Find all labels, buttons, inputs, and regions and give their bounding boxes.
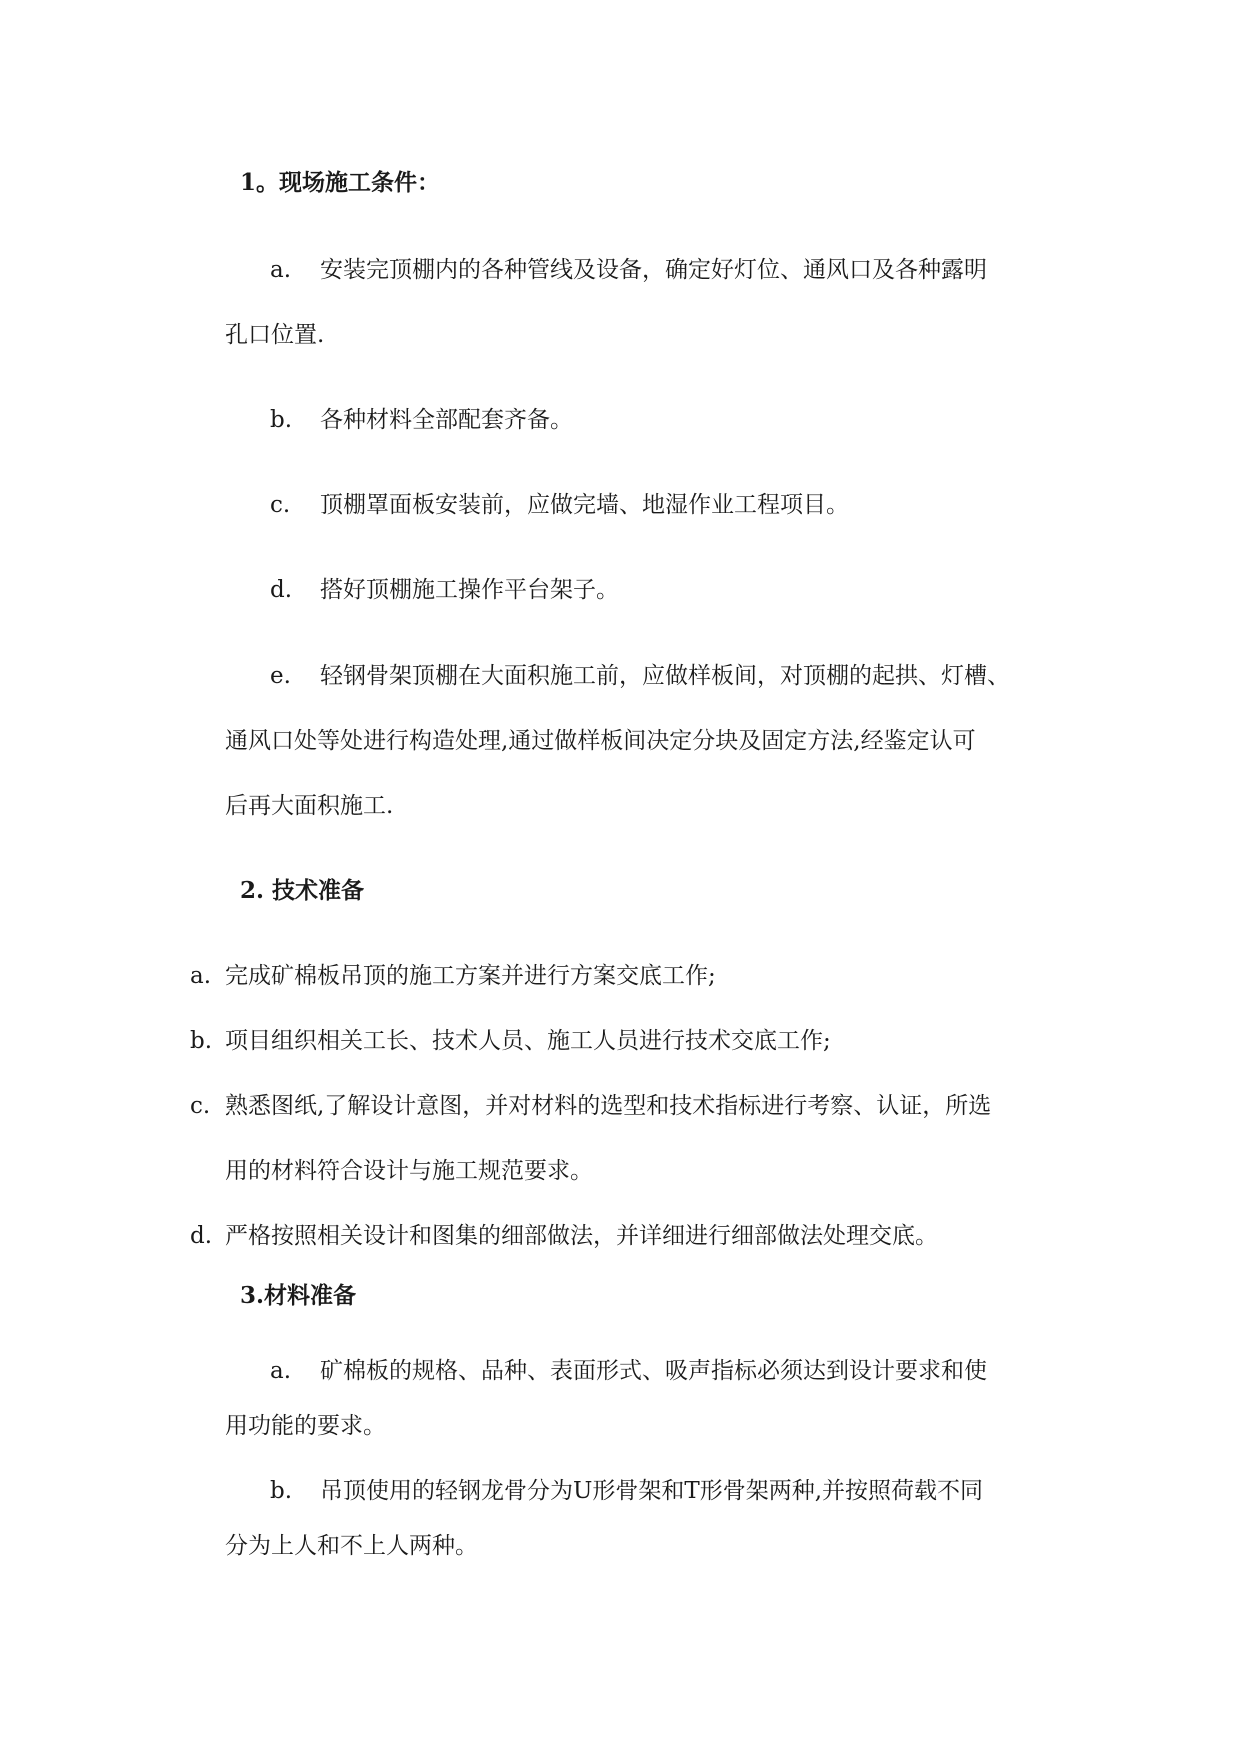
section-1-item-a-line-2: 孔口位置.: [225, 322, 325, 348]
section-2-item-a-line-1: 完成矿棉板吊顶的施工方案并进行方案交底工作;: [225, 963, 716, 989]
section-3-item-a-line-2: 用功能的要求。: [225, 1413, 386, 1439]
section-1-item-e-line-3: 后再大面积施工.: [225, 793, 394, 819]
section-1-item-d-marker: d.: [270, 577, 293, 603]
section-1-item-b-marker: b.: [270, 407, 293, 433]
section-1-heading: 1。现场施工条件：: [240, 169, 441, 196]
section-2-heading: 2. 技术准备: [240, 877, 365, 904]
section-2-item-c-line-2: 用的材料符合设计与施工规范要求。: [225, 1158, 593, 1184]
section-3-item-b-line-1: 吊顶使用的轻钢龙骨分为U形骨架和T形骨架两种,并按照荷载不同: [320, 1478, 984, 1504]
section-1-item-b-line-1: 各种材料全部配套齐备。: [320, 407, 573, 433]
section-3-item-a-line-1: 矿棉板的规格、品种、表面形式、吸声指标必须达到设计要求和使: [320, 1358, 987, 1384]
section-1-item-d-line-1: 搭好顶棚施工操作平台架子。: [320, 577, 619, 603]
section-2-item-b-marker: b.: [190, 1028, 213, 1054]
section-2-item-a-marker: a.: [190, 963, 212, 989]
section-2-item-b-line-1: 项目组织相关工长、技术人员、施工人员进行技术交底工作;: [225, 1028, 831, 1054]
section-3-item-b-marker: b.: [270, 1478, 293, 1504]
section-3-heading: 3.材料准备: [240, 1282, 357, 1309]
section-1-item-e-line-1: 轻钢骨架顶棚在大面积施工前，应做样板间，对顶棚的起拱、灯槽、: [320, 663, 1010, 689]
section-1-item-e-line-2: 通风口处等处进行构造处理,通过做样板间决定分块及固定方法,经鉴定认可: [225, 728, 976, 754]
section-1-item-a-marker: a.: [270, 257, 292, 283]
section-3-item-b-line-2: 分为上人和不上人两种。: [225, 1533, 478, 1559]
section-2-item-c-line-1: 熟悉图纸,了解设计意图，并对材料的选型和技术指标进行考察、认证，所选: [225, 1093, 992, 1119]
section-1-item-e-marker: e.: [270, 663, 291, 689]
section-2-item-d-marker: d.: [190, 1223, 213, 1249]
section-1-item-c-line-1: 顶棚罩面板安装前，应做完墙、地湿作业工程项目。: [320, 492, 849, 518]
section-1-item-a-line-1: 安装完顶棚内的各种管线及设备，确定好灯位、通风口及各种露明: [320, 257, 987, 283]
section-3-item-a-marker: a.: [270, 1358, 292, 1384]
section-2-item-c-marker: c.: [190, 1093, 211, 1119]
section-2-item-d-line-1: 严格按照相关设计和图集的细部做法，并详细进行细部做法处理交底。: [225, 1223, 938, 1249]
section-1-item-c-marker: c.: [270, 492, 291, 518]
